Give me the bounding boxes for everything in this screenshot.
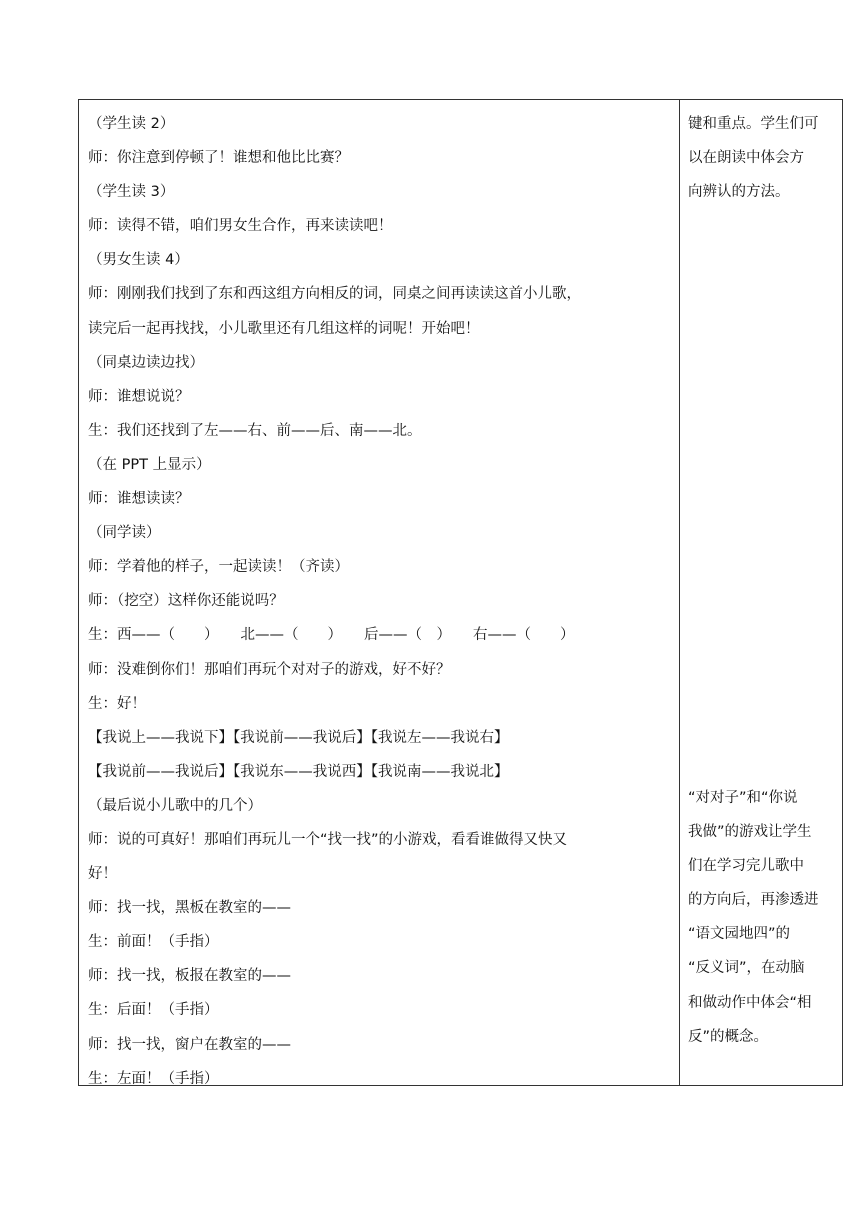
text-line: 师：没难倒你们！那咱们再玩个对对子的游戏，好不好？ <box>88 661 451 678</box>
text-line: 【我说上——我说下】【我说前——我说后】【我说左——我说右】 <box>88 729 509 746</box>
blank-item: 后——（ ） <box>364 627 451 644</box>
lesson-table <box>78 99 843 1086</box>
text-line: 师：读得不错，咱们男女生合作，再来读读吧！ <box>88 218 393 235</box>
text-line: 生：后面！（手指） <box>88 1002 219 1019</box>
note-line: 键和重点。学生们可 <box>688 116 819 132</box>
text-line: 读完后一起再找找，小儿歌里还有几组这样的词呢！开始吧！ <box>88 320 480 337</box>
note-mid <box>688 781 836 1054</box>
text-line: 生：好！ <box>88 695 146 712</box>
note-line: “对对子”和“你说 <box>688 790 798 806</box>
text-line: 师：谁想读读？ <box>88 491 190 508</box>
text-line: 生：前面！（手指） <box>88 934 219 951</box>
text-line: （最后说小儿歌中的几个） <box>88 797 262 814</box>
note-line: “反义词”，在动脑 <box>688 960 805 977</box>
lesson-process-cell <box>79 100 680 1086</box>
note-line: 向辨认的方法。 <box>688 184 790 201</box>
text-line: 师：找一找，板报在教室的—— <box>88 968 291 985</box>
text-line: 生：左面！（手指） <box>88 1070 219 1087</box>
text-line: （学生读 2） <box>88 116 175 132</box>
note-line: 和做动作中体会“相 <box>688 994 812 1011</box>
text-line: 师：说的可真好！那咱们再玩儿一个“找一找”的小游戏，看看谁做得又快又 <box>88 831 568 848</box>
note-top <box>688 107 836 209</box>
text-line: （学生读 3） <box>88 184 175 201</box>
text-line: 师：刚刚我们找到了东和西这组方向相反的词，同桌之间再读读这首小儿歌， <box>88 286 581 303</box>
table-row <box>79 100 843 1086</box>
text-line: （在 PPT 上显示） <box>88 456 211 473</box>
text-line: 生：我们还找到了左——右、前——后、南——北。 <box>88 422 422 439</box>
text-line: 好！ <box>88 866 117 883</box>
note-line: 以在朗读中体会方 <box>688 150 804 167</box>
note-line: 反”的概念。 <box>688 1028 769 1045</box>
blank-item: 北——（ ） <box>240 627 342 644</box>
text-line: 师：找一找，黑板在教室的—— <box>88 900 291 917</box>
note-line: “语文园地四”的 <box>688 926 791 943</box>
blank-item: 西——（ ） <box>117 627 219 644</box>
text-line: 师：谁想说说？ <box>88 388 190 405</box>
text-line: 【我说前——我说后】【我说东——我说西】【我说南——我说北】 <box>88 763 509 780</box>
text-line: （同学读） <box>88 525 161 542</box>
note-line: 我做”的游戏让学生 <box>688 824 812 841</box>
fill-in-blanks-line <box>88 618 673 652</box>
text-line: （同桌边读边找） <box>88 354 204 371</box>
text-line: 师：学着他的样子，一起读读！（齐读） <box>88 559 349 576</box>
text-line: 师：找一找，窗户在教室的—— <box>88 1036 291 1053</box>
text-line: 师：你注意到停顿了！谁想和他比比赛？ <box>88 150 349 167</box>
design-intent-cell <box>680 100 843 1086</box>
blank-item: 右——（ ） <box>473 627 575 644</box>
text-line: （男女生读 4） <box>88 252 189 269</box>
note-line: 们在学习完儿歌中 <box>688 858 804 875</box>
text-line: 师：（挖空）这样你还能说吗？ <box>88 593 284 610</box>
blanks-prefix: 生： <box>88 627 117 644</box>
note-line: 的方向后，再渗透进 <box>688 892 819 909</box>
